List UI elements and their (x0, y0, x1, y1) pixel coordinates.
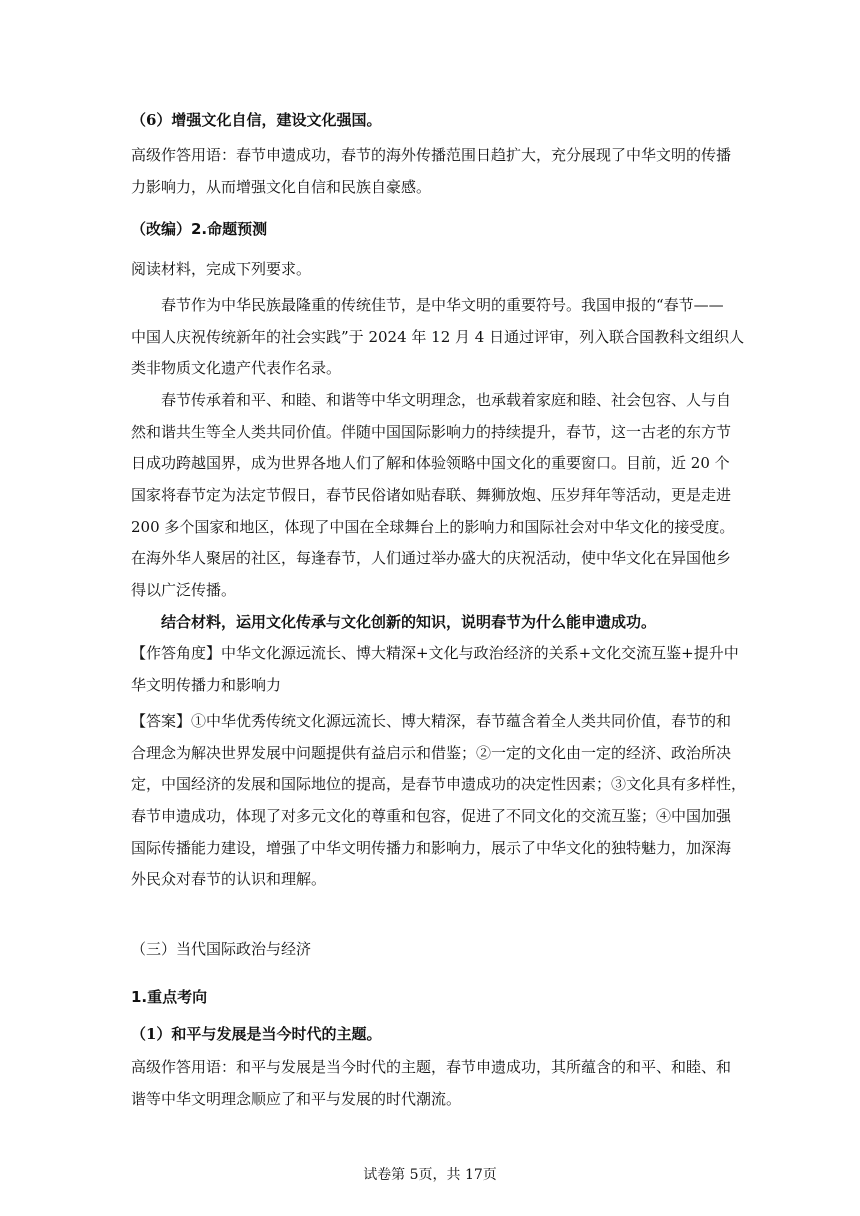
answer-line: 【答案】①中华优秀传统文化源远流长、博大精深，春节蕴含着全人类共同价值，春节的和 (131, 712, 732, 730)
answer-line: 春节申遗成功，体现了对多元文化的尊重和包容，促进了不同文化的交流互鉴；④中国加强 (131, 807, 732, 825)
section-3-subheading: 1.重点考向 (131, 988, 208, 1006)
section-3-heading: （三）当代国际政治与经济 (131, 940, 312, 958)
section-3-answer-line-1: 高级作答用语：和平与发展是当今时代的主题，春节申遗成功，其所蕴含的和平、和睦、和 (131, 1058, 732, 1076)
material-line: 日成功跨越国界，成为世界各地人们了解和体验领略中国文化的重要窗口。目前，近 20 个 (131, 454, 730, 472)
section-6-answer-line-1: 高级作答用语：春节申遗成功，春节的海外传播范围日趋扩大，充分展现了中华文明的传播 (131, 146, 732, 164)
material-line: 在海外华人聚居的社区，每逢春节，人们通过举办盛大的庆祝活动，使中华文化在异国他乡 (131, 549, 732, 567)
page-footer: 试卷第 5页，共 17页 (363, 1167, 497, 1183)
answer-angle-line: 华文明传播力和影响力 (131, 676, 282, 694)
material-line: 得以广泛传播。 (131, 581, 237, 599)
material-line: 春节传承着和平、和睦、和谐等中华文明理念，也承载着家庭和睦、社会包容、人与自 (161, 391, 732, 409)
section-6-heading: （6）增强文化自信，建设文化强国。 (131, 111, 382, 129)
answer-line: 定，中国经济的发展和国际地位的提高，是春节申遗成功的决定性因素；③文化具有多样性， (131, 775, 747, 793)
question-text: 结合材料，运用文化传承与文化创新的知识，说明春节为什么能申遗成功。 (161, 613, 657, 631)
material-line: 200 多个国家和地区，体现了中国在全球舞台上的影响力和国际社会对中华文化的接受度。 (131, 518, 735, 536)
section-3-answer-line-2: 谐等中华文明理念顺应了和平与发展的时代潮流。 (131, 1090, 462, 1108)
answer-line: 合理念为解决世界发展中问题提供有益启示和借鉴；②一定的文化由一定的经济、政治所决 (131, 744, 732, 762)
material-line: 中国人庆祝传统新年的社会实践”于 2024 年 12 月 4 日通过评审，列入联合国教科文组织人 (131, 328, 745, 346)
material-line: 类非物质文化遗产代表作名录。 (131, 359, 342, 377)
section-6-answer-line-2: 力影响力，从而增强文化自信和民族自豪感。 (131, 178, 432, 196)
prediction-instruction: 阅读材料，完成下列要求。 (131, 260, 312, 278)
material-line: 国家将春节定为法定节假日，春节民俗诸如贴春联、舞狮放炮、压岁拜年等活动，更是走进 (131, 486, 732, 504)
prediction-heading: （改编）2.命题预测 (131, 220, 268, 238)
material-line: 然和谐共生等全人类共同价值。伴随中国国际影响力的持续提升，春节，这一古老的东方节 (131, 423, 732, 441)
answer-line: 国际传播能力建设，增强了中华文明传播力和影响力，展示了中华文化的独特魅力，加深海 (131, 839, 732, 857)
answer-line: 外民众对春节的认识和理解。 (131, 870, 327, 888)
material-line: 春节作为中华民族最隆重的传统佳节，是中华文明的重要符号。我国申报的“春节—— (161, 296, 724, 314)
section-3-item-1: （1）和平与发展是当今时代的主题。 (131, 1025, 382, 1043)
answer-angle-line: 【作答角度】中华文化源远流长、博大精深+文化与政治经济的关系+文化交流互鉴+提升中 (131, 644, 739, 662)
